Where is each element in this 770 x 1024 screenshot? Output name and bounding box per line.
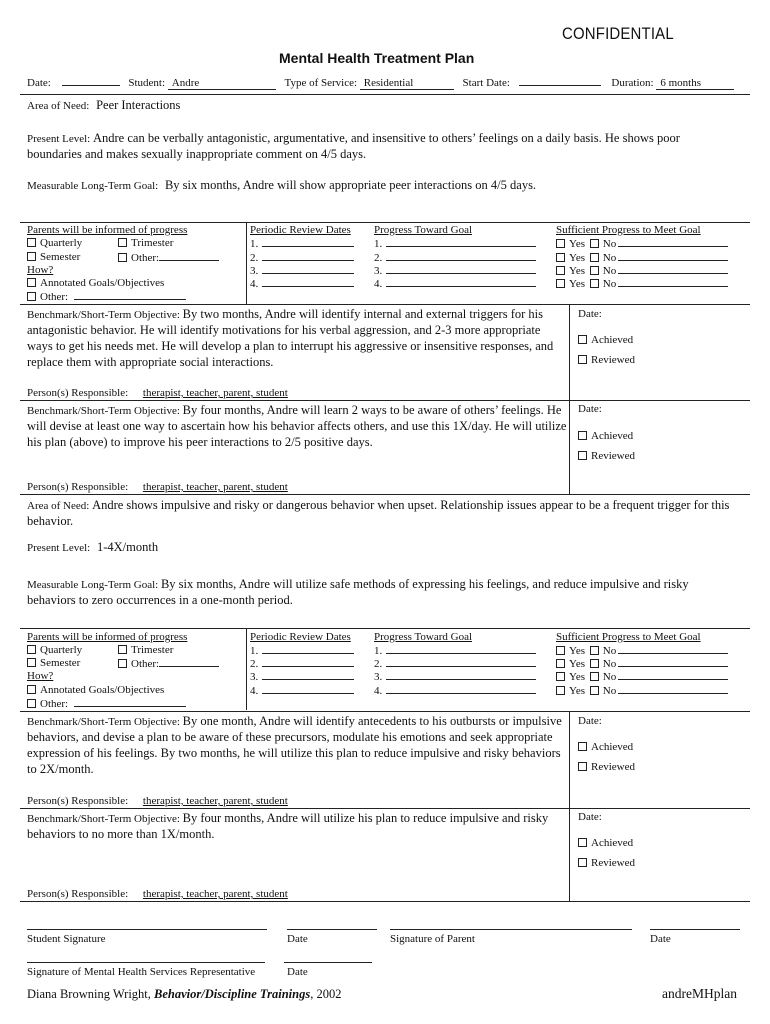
- how-heading: How?: [27, 670, 54, 682]
- area-of-need-2: [27, 498, 737, 530]
- sufficient-note-field[interactable]: [618, 684, 728, 694]
- no-label: No: [602, 238, 617, 250]
- review-date-field[interactable]: [262, 684, 354, 694]
- checkbox[interactable]: [118, 253, 127, 262]
- checkbox[interactable]: [27, 685, 36, 694]
- no-checkbox[interactable]: [590, 659, 599, 668]
- objective-date-column: [569, 711, 570, 901]
- objective-1-1: [27, 307, 567, 371]
- other-freq-field[interactable]: [159, 657, 219, 667]
- progress-toward-heading: Progress Toward Goal: [374, 224, 473, 236]
- sufficient-row-2[interactable]: [556, 251, 728, 264]
- other-how-option[interactable]: [27, 697, 186, 710]
- item-number: 1.: [374, 645, 383, 657]
- sufficient-heading: Sufficient Progress to Meet Goal: [556, 224, 701, 236]
- student-label: Student:: [128, 77, 165, 89]
- reviewed-option[interactable]: [578, 857, 635, 869]
- benchmark-label: Benchmark/Short-Term Objective:: [27, 813, 180, 825]
- sufficient-note-field[interactable]: [618, 264, 728, 274]
- checkbox[interactable]: [27, 699, 36, 708]
- sufficient-note-field[interactable]: [618, 237, 728, 247]
- option-label: Other:: [131, 252, 160, 264]
- checkbox[interactable]: [578, 335, 587, 344]
- item-number: 4.: [250, 278, 259, 290]
- area-of-need-label: Area of Need:: [27, 100, 90, 112]
- periodic-review-heading: Periodic Review Dates: [250, 631, 351, 643]
- objective-divider: [20, 494, 750, 495]
- responsible-label: Person(s) Responsible:: [27, 387, 129, 399]
- how-heading: How?: [27, 264, 54, 276]
- duration-label: Duration:: [611, 77, 654, 89]
- annotated-option[interactable]: [27, 277, 164, 289]
- progress-toward-heading: Progress Toward Goal: [374, 631, 473, 643]
- option-label: Other:: [40, 291, 69, 303]
- student-date-line[interactable]: [287, 929, 377, 930]
- long-term-goal-2: [27, 577, 727, 609]
- objective-divider: [20, 400, 750, 401]
- review-date-3[interactable]: [250, 670, 354, 683]
- service-field[interactable]: [360, 77, 454, 90]
- option-label: Trimester: [131, 644, 174, 656]
- yes-label: Yes: [569, 265, 586, 277]
- checkbox[interactable]: [578, 762, 587, 771]
- checkbox[interactable]: [578, 838, 587, 847]
- footer-author: Diana Browning Wright,: [27, 987, 151, 1001]
- sufficient-row-1[interactable]: [556, 237, 728, 250]
- item-number: 3.: [250, 671, 259, 683]
- parents-informed-heading: Parents will be informed of progress: [27, 224, 188, 236]
- yes-checkbox[interactable]: [556, 686, 565, 695]
- progress-field[interactable]: [386, 237, 536, 247]
- parent-signature-label: Signature of Parent: [390, 933, 475, 945]
- area-of-need-1: [27, 98, 180, 113]
- service-value: Residential: [363, 77, 414, 89]
- option-label: Reviewed: [591, 761, 635, 773]
- yes-checkbox[interactable]: [556, 659, 565, 668]
- start-date-field[interactable]: [519, 76, 601, 86]
- progress-field[interactable]: [386, 264, 536, 274]
- option-label: Quarterly: [40, 644, 83, 656]
- item-number: 2.: [250, 658, 259, 670]
- no-checkbox[interactable]: [590, 266, 599, 275]
- benchmark-text: By four months, Andre will utilize his plan to reduce impulsive and risky behaviors to no more than 1X/month.: [27, 811, 549, 841]
- option-label: Reviewed: [591, 354, 635, 366]
- progress-field[interactable]: [386, 657, 536, 667]
- no-checkbox[interactable]: [590, 253, 599, 262]
- area-of-need-value: Andre shows impulsive and risky or dangerous behavior when upset. Relationship issues appear to be a frequent trigger for this behavior.: [27, 498, 730, 528]
- review-date-field[interactable]: [262, 657, 354, 667]
- benchmark-label: Benchmark/Short-Term Objective:: [27, 716, 180, 728]
- option-label: Other:: [40, 698, 69, 710]
- review-date-field[interactable]: [262, 251, 354, 261]
- review-date-1[interactable]: [250, 237, 354, 250]
- no-label: No: [602, 645, 617, 657]
- review-date-field[interactable]: [262, 670, 354, 680]
- item-number: 2.: [374, 252, 383, 264]
- no-label: No: [602, 671, 617, 683]
- item-number: 3.: [374, 671, 383, 683]
- no-checkbox[interactable]: [590, 239, 599, 248]
- other-how-field[interactable]: [74, 697, 186, 707]
- checkbox[interactable]: [578, 451, 587, 460]
- yes-label: Yes: [569, 278, 586, 290]
- student-value: Andre: [171, 77, 200, 89]
- mh-rep-signature-label: Signature of Mental Health Services Representative: [27, 966, 256, 978]
- present-level-value: 1-4X/month: [96, 540, 159, 554]
- option-label: Annotated Goals/Objectives: [40, 277, 165, 289]
- objective-2-1: [27, 714, 567, 778]
- achieved-option[interactable]: [578, 741, 633, 753]
- student-signature-line[interactable]: [27, 929, 267, 930]
- trimester-option[interactable]: [118, 237, 173, 249]
- review-date-field[interactable]: [262, 644, 354, 654]
- sufficient-row-3[interactable]: [556, 264, 728, 277]
- item-number: 1.: [250, 645, 259, 657]
- yes-checkbox[interactable]: [556, 266, 565, 275]
- no-label: No: [602, 658, 617, 670]
- review-date-field[interactable]: [262, 277, 354, 287]
- objective-2-1-date: Date:: [578, 715, 602, 727]
- parent-signature-line[interactable]: [390, 929, 632, 930]
- confidential-stamp: CONFIDENTIAL: [562, 24, 674, 43]
- item-number: 4.: [374, 685, 383, 697]
- area-of-need-label: Area of Need:: [27, 500, 90, 512]
- progress-1[interactable]: [374, 644, 536, 657]
- other-how-option[interactable]: [27, 290, 186, 303]
- achieved-option[interactable]: [578, 334, 633, 346]
- progress-field[interactable]: [386, 251, 536, 261]
- reviewed-option[interactable]: [578, 354, 635, 366]
- item-number: 3.: [374, 265, 383, 277]
- benchmark-label: Benchmark/Short-Term Objective:: [27, 309, 180, 321]
- date-field[interactable]: [62, 76, 120, 86]
- student-date-label: Date: [287, 933, 308, 945]
- yes-label: Yes: [569, 645, 586, 657]
- sufficient-row-4[interactable]: [556, 277, 728, 290]
- responsible-value: therapist, teacher, parent, student: [142, 888, 288, 900]
- progress-4[interactable]: [374, 277, 536, 290]
- checkbox[interactable]: [578, 858, 587, 867]
- responsible-value: therapist, teacher, parent, student: [142, 481, 288, 493]
- no-checkbox[interactable]: [590, 672, 599, 681]
- other-freq-option[interactable]: [118, 251, 219, 264]
- parent-date-line[interactable]: [650, 929, 740, 930]
- option-label: Reviewed: [591, 450, 635, 462]
- quarterly-option[interactable]: [27, 644, 82, 656]
- checkbox[interactable]: [27, 658, 36, 667]
- checkbox[interactable]: [27, 238, 36, 247]
- objective-2-2-date: Date:: [578, 811, 602, 823]
- progress-3[interactable]: [374, 264, 536, 277]
- option-label: Achieved: [591, 837, 634, 849]
- review-date-4[interactable]: [250, 277, 354, 290]
- present-level-value: Andre can be verbally antagonistic, argumentative, and insensitive to others’ feelings on a daily basis. He shows poor boundaries and makes sexually inappropriate comment on 4/5 days.: [27, 131, 680, 161]
- responsible-1-1: [27, 387, 288, 399]
- checkbox[interactable]: [578, 431, 587, 440]
- checkbox[interactable]: [27, 252, 36, 261]
- responsible-label: Person(s) Responsible:: [27, 481, 129, 493]
- yes-label: Yes: [569, 685, 586, 697]
- item-number: 1.: [250, 238, 259, 250]
- item-number: 2.: [374, 658, 383, 670]
- checkbox[interactable]: [578, 355, 587, 364]
- option-label: Quarterly: [40, 237, 83, 249]
- student-field[interactable]: [168, 77, 276, 90]
- progress-field[interactable]: [386, 644, 536, 654]
- review-date-4[interactable]: [250, 684, 354, 697]
- objective-divider: [20, 304, 750, 305]
- option-label: Semester: [40, 251, 81, 263]
- responsible-label: Person(s) Responsible:: [27, 888, 129, 900]
- no-checkbox[interactable]: [590, 646, 599, 655]
- option-label: Achieved: [591, 741, 634, 753]
- sufficient-row-2[interactable]: [556, 657, 728, 670]
- responsible-value: therapist, teacher, parent, student: [142, 387, 288, 399]
- long-term-goal-value: By six months, Andre will show appropriate peer interactions on 4/5 days.: [164, 178, 537, 192]
- benchmark-text: By four months, Andre will learn 2 ways to be aware of others’ feelings. He will devise at least one way to ascertain how his behavior affects others, and use this 1X/day. He will utilize his plan (above) to improve his peer interactions to 2/5 positive days.: [27, 403, 567, 449]
- progress-grid-divider: [246, 222, 247, 304]
- student-signature-label: Student Signature: [27, 933, 106, 945]
- semester-option[interactable]: [27, 251, 80, 263]
- objective-1-2: [27, 403, 567, 451]
- checkbox[interactable]: [118, 659, 127, 668]
- objective-divider: [20, 901, 750, 902]
- sufficient-heading: Sufficient Progress to Meet Goal: [556, 631, 701, 643]
- start-date-label: Start Date:: [462, 77, 510, 89]
- quarterly-option[interactable]: [27, 237, 82, 249]
- periodic-review-heading: Periodic Review Dates: [250, 224, 351, 236]
- checkbox[interactable]: [27, 278, 36, 287]
- mh-rep-date-label: Date: [287, 966, 308, 978]
- no-label: No: [602, 265, 617, 277]
- progress-3[interactable]: [374, 670, 536, 683]
- no-label: No: [602, 252, 617, 264]
- achieved-option[interactable]: [578, 837, 633, 849]
- option-label: Annotated Goals/Objectives: [40, 684, 165, 696]
- yes-label: Yes: [569, 238, 586, 250]
- progress-4[interactable]: [374, 684, 536, 697]
- present-level-1: [27, 131, 727, 163]
- yes-label: Yes: [569, 658, 586, 670]
- review-date-2[interactable]: [250, 657, 354, 670]
- no-label: No: [602, 685, 617, 697]
- option-label: Trimester: [131, 237, 174, 249]
- item-number: 4.: [374, 278, 383, 290]
- yes-checkbox[interactable]: [556, 239, 565, 248]
- item-number: 3.: [250, 265, 259, 277]
- objective-1-2-date: Date:: [578, 403, 602, 415]
- progress-grid-top: [20, 628, 750, 629]
- sufficient-note-field[interactable]: [618, 251, 728, 261]
- progress-2[interactable]: [374, 251, 536, 264]
- yes-checkbox[interactable]: [556, 279, 565, 288]
- long-term-goal-1: [27, 178, 536, 193]
- responsible-1-2: [27, 481, 288, 493]
- present-level-label: Present Level:: [27, 542, 91, 554]
- objective-divider: [20, 711, 750, 712]
- trimester-option[interactable]: [118, 644, 173, 656]
- other-how-field[interactable]: [74, 290, 186, 300]
- long-term-goal-label: Measurable Long-Term Goal:: [27, 579, 159, 591]
- responsible-2-1: [27, 795, 288, 807]
- reviewed-option[interactable]: [578, 450, 635, 462]
- checkbox[interactable]: [27, 645, 36, 654]
- duration-field[interactable]: [656, 77, 734, 90]
- achieved-option[interactable]: [578, 430, 633, 442]
- progress-grid-divider: [246, 628, 247, 710]
- option-label: Semester: [40, 657, 81, 669]
- checkbox[interactable]: [118, 238, 127, 247]
- progress-field[interactable]: [386, 277, 536, 287]
- objective-divider: [20, 808, 750, 809]
- review-date-1[interactable]: [250, 644, 354, 657]
- service-label: Type of Service:: [284, 77, 358, 89]
- review-date-2[interactable]: [250, 251, 354, 264]
- sufficient-note-field[interactable]: [618, 644, 728, 654]
- sufficient-note-field[interactable]: [618, 670, 728, 680]
- review-date-3[interactable]: [250, 264, 354, 277]
- sufficient-note-field[interactable]: [618, 277, 728, 287]
- progress-field[interactable]: [386, 670, 536, 680]
- item-number: 2.: [250, 252, 259, 264]
- responsible-2-2: [27, 888, 288, 900]
- header-divider: [20, 94, 750, 95]
- other-freq-field[interactable]: [159, 251, 219, 261]
- responsible-value: therapist, teacher, parent, student: [142, 795, 288, 807]
- yes-label: Yes: [569, 671, 586, 683]
- checkbox[interactable]: [578, 742, 587, 751]
- no-checkbox[interactable]: [590, 686, 599, 695]
- option-label: Other:: [131, 658, 160, 670]
- checkbox[interactable]: [118, 645, 127, 654]
- progress-2[interactable]: [374, 657, 536, 670]
- no-label: No: [602, 278, 617, 290]
- progress-field[interactable]: [386, 684, 536, 694]
- mh-rep-signature-line[interactable]: [27, 962, 265, 963]
- progress-grid-top: [20, 222, 750, 223]
- review-date-field[interactable]: [262, 264, 354, 274]
- duration-value: 6 months: [660, 77, 701, 89]
- sufficient-row-4[interactable]: [556, 684, 728, 697]
- sufficient-row-3[interactable]: [556, 670, 728, 683]
- semester-option[interactable]: [27, 657, 80, 669]
- option-label: Achieved: [591, 430, 634, 442]
- no-checkbox[interactable]: [590, 279, 599, 288]
- objective-date-column: [569, 304, 570, 494]
- footer-filename: andreMHplan: [662, 986, 737, 1001]
- header-row: [27, 76, 734, 90]
- benchmark-label: Benchmark/Short-Term Objective:: [27, 405, 180, 417]
- yes-checkbox[interactable]: [556, 253, 565, 262]
- sufficient-note-field[interactable]: [618, 657, 728, 667]
- present-level-2: [27, 540, 158, 555]
- present-level-label: Present Level:: [27, 133, 91, 145]
- footer-publication: Behavior/Discipline Trainings: [154, 987, 311, 1001]
- item-number: 1.: [374, 238, 383, 250]
- yes-checkbox[interactable]: [556, 646, 565, 655]
- other-freq-option[interactable]: [118, 657, 219, 670]
- long-term-goal-label: Measurable Long-Term Goal:: [27, 180, 159, 192]
- responsible-label: Person(s) Responsible:: [27, 795, 129, 807]
- option-label: Reviewed: [591, 857, 635, 869]
- yes-label: Yes: [569, 252, 586, 264]
- parents-informed-heading: Parents will be informed of progress: [27, 631, 188, 643]
- yes-checkbox[interactable]: [556, 672, 565, 681]
- objective-2-2: [27, 811, 567, 843]
- footer-year: , 2002: [310, 987, 342, 1001]
- area-of-need-value: Peer Interactions: [96, 98, 181, 112]
- objective-1-1-date: Date:: [578, 308, 602, 320]
- review-date-field[interactable]: [262, 237, 354, 247]
- sufficient-row-1[interactable]: [556, 644, 728, 657]
- footer-credit: [27, 987, 341, 1002]
- benchmark-text: By one month, Andre will identify antecedents to his outbursts or impulsive behaviors, and devise a plan to be aware of these precursors, modulate his emotions and seek appropriate expression of his feelings. By two months, he will utilize this plan to reduce impulsive and risky behaviors to 2X/month.: [27, 714, 562, 776]
- benchmark-text: By two months, Andre will identify internal and external triggers for his antagonistic behavior. He will identify motivations for his verbal aggression, and 2-3 more appropriate ways to get his needs met. He will develop a plan to interrupt his aggressive or insensitive responses, and replace them with appropriate social interactions.: [27, 307, 554, 369]
- progress-1[interactable]: [374, 237, 536, 250]
- parent-date-label: Date: [650, 933, 671, 945]
- mh-rep-date-line[interactable]: [284, 962, 372, 963]
- annotated-option[interactable]: [27, 684, 164, 696]
- checkbox[interactable]: [27, 292, 36, 301]
- option-label: Achieved: [591, 334, 634, 346]
- item-number: 4.: [250, 685, 259, 697]
- page-title: Mental Health Treatment Plan: [279, 50, 475, 66]
- reviewed-option[interactable]: [578, 761, 635, 773]
- date-label: Date:: [27, 77, 51, 89]
- long-term-goal-value: By six months, Andre will utilize safe methods of expressing his feelings, and reduce impulsive and risky behaviors to zero occurrences in a one-month period.: [27, 577, 689, 607]
